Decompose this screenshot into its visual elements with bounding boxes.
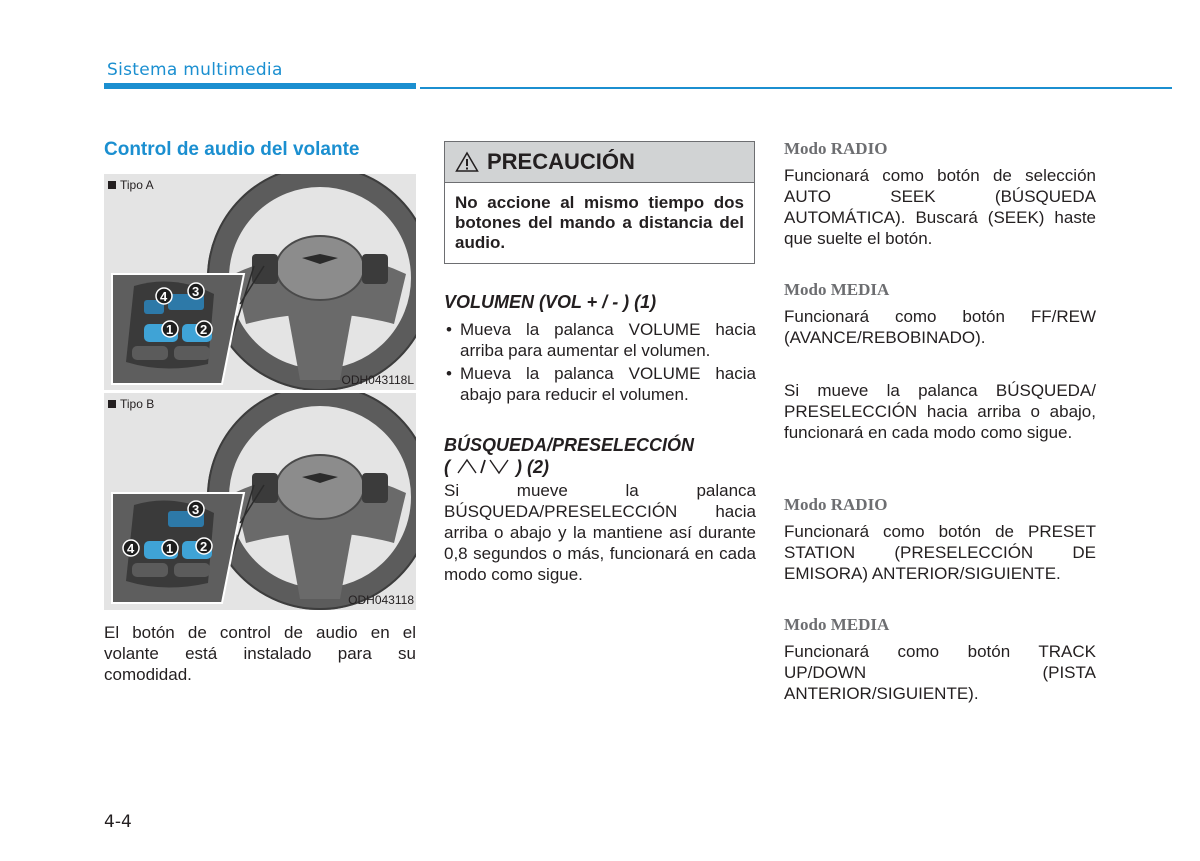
marker-4	[156, 288, 172, 304]
search-title-line1: BÚSQUEDA/PRESELECCIÓN	[444, 435, 695, 455]
search-title-line2: ( ) (2)	[444, 457, 550, 477]
steering-wheel-image-type-a	[104, 174, 416, 390]
header-rule-thin	[420, 87, 1172, 89]
svg-text:3: 3	[192, 502, 200, 517]
caution-box	[444, 141, 755, 264]
section-title: Control de audio del volante	[104, 139, 360, 160]
marker-3	[188, 501, 204, 517]
svg-text:2: 2	[200, 322, 208, 337]
svg-text:1: 1	[166, 322, 174, 337]
steering-wheel-image-type-b	[104, 393, 416, 610]
mode-text: Si mueve la palanca BÚSQUEDA/ PRESELECCIÓN hacia arriba o abajo, funcionará en cada modo como sigue.	[784, 381, 1096, 442]
caution-text: No accione al mismo tiempo dos botones del mando a distancia del audio.	[455, 193, 744, 252]
radio-mode-block-1	[784, 139, 1096, 249]
svg-text:4: 4	[127, 541, 135, 556]
steering-wheel-illustration-a	[104, 174, 416, 390]
marker-2	[196, 538, 212, 554]
marker-2	[196, 321, 212, 337]
intro-paragraph: El botón de control de audio en el volante está instalado para su comodidad.	[104, 623, 416, 684]
list-item: • Mueva la palanca VOLUME hacia abajo para reducir el volumen.	[444, 363, 756, 405]
mode-title: Modo RADIO	[784, 139, 888, 158]
list-item: • Mueva la palanca VOLUME hacia arriba para aumentar el volumen.	[444, 319, 756, 361]
volume-title: VOLUMEN (VOL + / - ) (1)	[444, 292, 657, 312]
mode-text: Funcionará como botón FF/REW (AVANCE/REBOBINADO).	[784, 307, 1096, 347]
svg-text:4: 4	[160, 289, 168, 304]
volume-bullets	[444, 319, 756, 405]
running-header: Sistema multimedia	[107, 60, 283, 80]
mode-title: Modo RADIO	[784, 495, 888, 514]
search-mode-paragraph	[784, 380, 1096, 443]
radio-mode-block-2	[784, 495, 1096, 584]
up-down-arrows-icon	[455, 457, 511, 475]
media-mode-block-1	[784, 280, 1096, 348]
mode-title: Modo MEDIA	[784, 615, 890, 634]
header-rule-thick	[104, 83, 416, 89]
search-section	[444, 434, 756, 585]
mode-title: Modo MEDIA	[784, 280, 890, 299]
svg-text:2: 2	[200, 539, 208, 554]
svg-text:3: 3	[192, 284, 200, 299]
marker-1	[162, 321, 178, 337]
warning-triangle-icon	[455, 151, 479, 173]
steering-wheel-illustration-b	[104, 393, 416, 610]
marker-1	[162, 540, 178, 556]
mode-text: Funcionará como botón TRACK UP/DOWN (PISTA ANTERIOR/SIGUIENTE).	[784, 642, 1096, 703]
mode-text: Funcionará como botón de PRESET STATION (PRESELECCIÓN DE EMISORA) ANTERIOR/SIGUIENTE.	[784, 522, 1096, 583]
mode-text: Funcionará como botón de selección AUTO SEEK (BÚSQUEDA AUTOMÁTICA). Buscará (SEEK) haste que suelte el botón.	[784, 166, 1096, 248]
search-paragraph: Si mueve la palanca BÚSQUEDA/PRESELECCIÓN hacia arriba o abajo y la mantiene así durante 0,8 segundos o más, funcionará en cada modo como sigue.	[444, 481, 756, 584]
volume-section	[444, 291, 756, 405]
caution-header	[445, 142, 754, 183]
image-code-a: ODH043118L	[341, 373, 414, 387]
image-label-b: Tipo B	[108, 397, 154, 411]
image-code-b: ODH043118	[348, 593, 414, 607]
marker-3	[188, 283, 204, 299]
image-label-a: Tipo A	[108, 178, 154, 192]
page-number: 4-4	[104, 812, 132, 832]
media-mode-block-2	[784, 615, 1096, 704]
marker-4	[123, 540, 139, 556]
svg-text:1: 1	[166, 541, 174, 556]
caution-title: PRECAUCIÓN	[487, 149, 635, 174]
